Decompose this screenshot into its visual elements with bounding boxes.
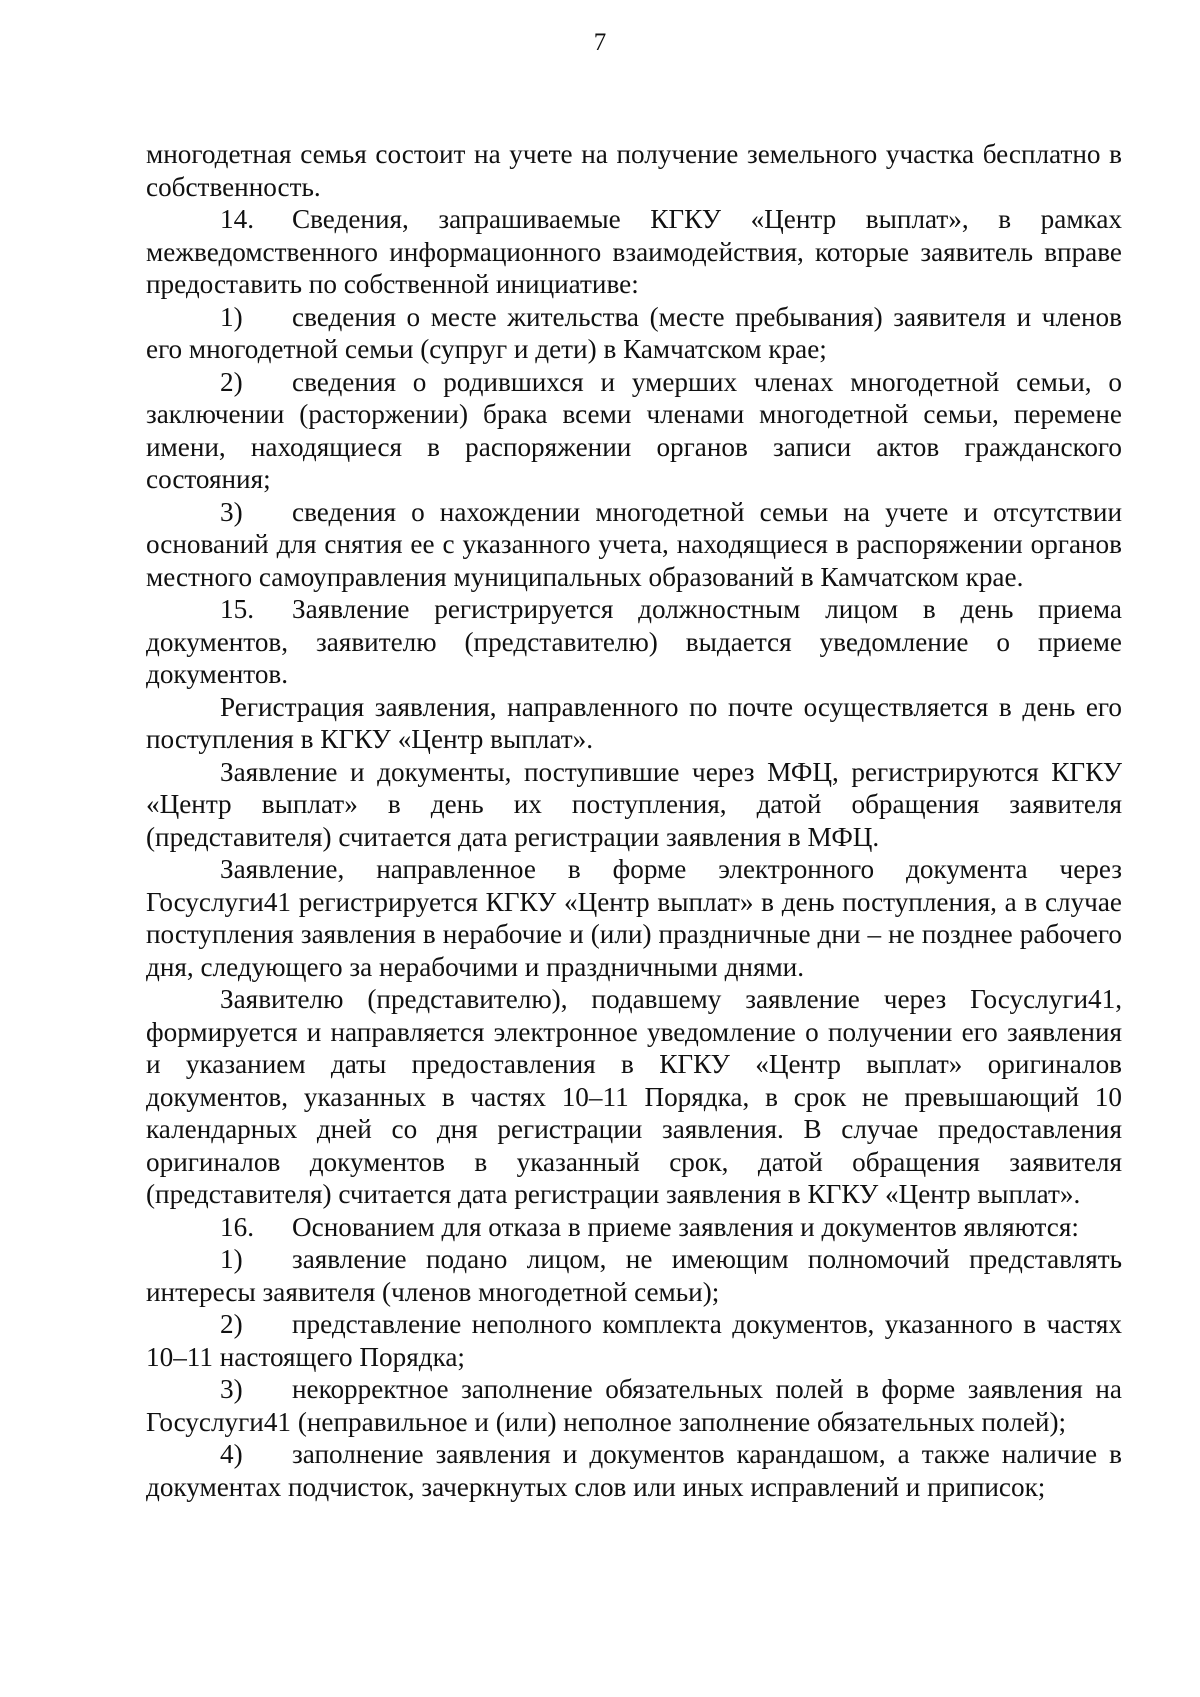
paragraph-mail-registration [146, 691, 1122, 756]
paragraph-subitem-16-4 [146, 1438, 1122, 1503]
paragraph-text: заполнение заявления и документов карандашом, а также наличие в документах подчисток, зачеркнутых слов или иных исправлений и приписок; [146, 1439, 1122, 1502]
paragraph-item-14 [146, 203, 1122, 301]
item-number: 16. [220, 1211, 254, 1242]
paragraph-text: Сведения, запрашиваемые КГКУ «Центр выплат», в рамках межведомственного информационного взаимодействия, которые заявитель вправе предоставить по собственной инициативе: [146, 204, 1122, 299]
page-number: 7 [593, 29, 607, 56]
paragraph-continuation [146, 138, 1122, 203]
paragraph-text: Основанием для отказа в приеме заявления и документов являются: [292, 1211, 1079, 1242]
paragraph-subitem-14-1 [146, 301, 1122, 366]
paragraph-text: Заявителю (представителю), подавшему заявление через Госуслуги41, формируется и направляется электронное уведомление о получении его заявления и указанием даты предоставления в КГКУ «Центр выплат» оригиналов документов, указанных в частях 10–11 Порядка, в срок не превышающий 10 календарных дней со дня регистрации заявления. В случае предоставления оригиналов документов в указанный срок, датой обращения заявителя (представителя) считается дата регистрации заявления в КГКУ «Центр выплат». [146, 984, 1122, 1209]
item-number: 4) [220, 1439, 243, 1469]
item-number: 1) [220, 301, 243, 332]
paragraph-mfc-registration [146, 756, 1122, 854]
paragraph-subitem-16-1 [146, 1243, 1122, 1308]
item-number: 2) [220, 366, 243, 397]
item-number: 3) [220, 1374, 243, 1404]
paragraph-item-16 [146, 1211, 1122, 1244]
paragraph-text: Заявление и документы, поступившие через МФЦ, регистрируются КГКУ «Центр выплат» в день их поступления, датой обращения заявителя (представителя) считается дата регистрации заявления в МФЦ. [146, 756, 1122, 852]
paragraph-subitem-16-3 [146, 1373, 1122, 1438]
paragraph-text: сведения о нахождении многодетной семьи на учете и отсутствии оснований для снятия ее с указанного учета, находящиеся в распоряжении органов местного самоуправления муниципальных образований в Камчатском крае. [146, 496, 1122, 592]
item-number: 14. [220, 204, 254, 234]
paragraph-text: заявление подано лицом, не имеющим полномочий представлять интересы заявителя (членов многодетной семьи); [146, 1244, 1122, 1307]
paragraph-text: сведения о месте жительства (месте пребывания) заявителя и членов его многодетной семьи (супруг и дети) в Камчатском крае; [146, 301, 1122, 364]
paragraph-text: сведения о родившихся и умерших членах многодетной семьи, о заключении (расторжении) брака всеми членами многодетной семьи, перемене имени, находящиеся в распоряжении органов записи актов гражданского состояния; [146, 366, 1122, 494]
item-number: 2) [220, 1309, 243, 1339]
paragraph-text: представление неполного комплекта документов, указанного в частях 10–11 настоящего Порядка; [146, 1309, 1122, 1372]
paragraph-text: Заявление регистрируется должностным лицом в день приема документов, заявителю (представителю) выдается уведомление о приеме документов. [146, 594, 1122, 689]
paragraph-text: Заявление, направленное в форме электронного документа через Госуслуги41 регистрируется КГКУ «Центр выплат» в день поступления, а в случае поступления заявления в нерабочие и (или) праздничные дни – не позднее рабочего дня, следующего за нерабочими и праздничными днями. [146, 854, 1122, 982]
document-body [146, 138, 1122, 1503]
paragraph-text: многодетная семья состоит на учете на получение земельного участка бесплатно в собственность. [146, 139, 1122, 202]
paragraph-text: некорректное заполнение обязательных полей в форме заявления на Госуслуги41 (неправильное и (или) неполное заполнение обязательных полей); [146, 1374, 1122, 1437]
paragraph-electronic-notification [146, 983, 1122, 1211]
paragraph-subitem-14-3 [146, 496, 1122, 594]
paragraph-electronic-registration [146, 853, 1122, 983]
paragraph-item-15 [146, 593, 1122, 691]
paragraph-subitem-14-2 [146, 366, 1122, 496]
paragraph-text: Регистрация заявления, направленного по почте осуществляется в день его поступления в КГКУ «Центр выплат». [146, 691, 1122, 754]
paragraph-subitem-16-2 [146, 1308, 1122, 1373]
item-number: 1) [220, 1244, 243, 1274]
item-number: 15. [220, 594, 254, 624]
item-number: 3) [220, 496, 243, 527]
